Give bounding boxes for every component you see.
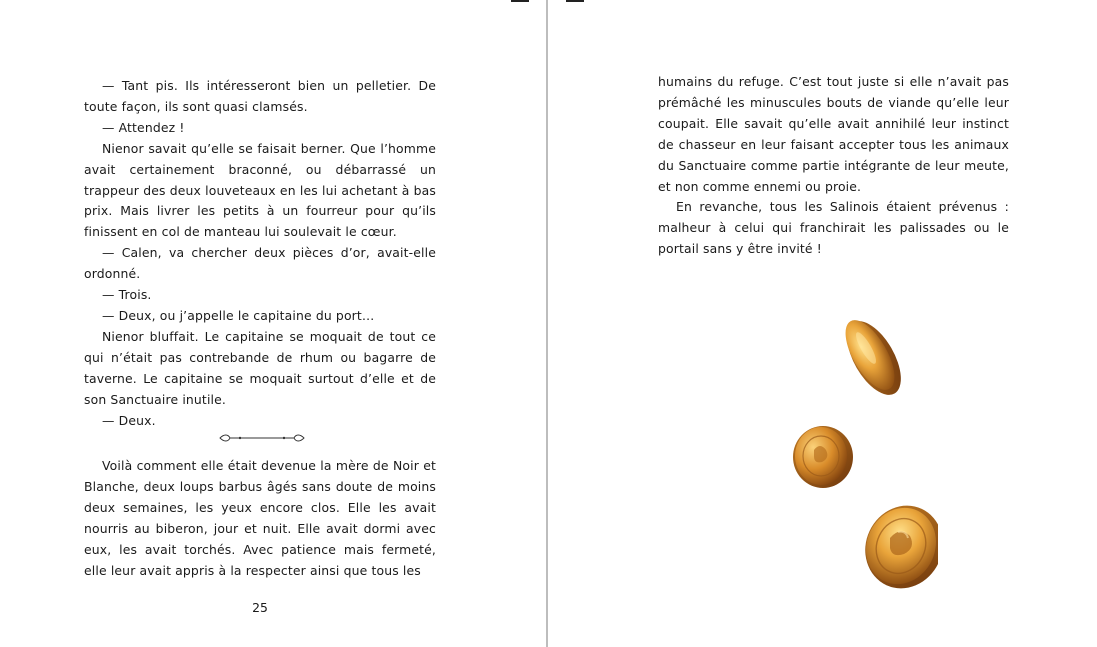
paragraph: Voilà comment elle était devenue la mère de Noir et Blanche, deux loups barbus âgés sans doute de moins deux semaines, les yeux encore clos. Elle les avait nourris au biberon, jour et nuit. Elle avait dormi avec eux, les avait torchés. Avec patience mais fermeté, elle leur avait appris à la respecter ainsi que tous les: [84, 458, 436, 578]
paragraph: — Trois.: [102, 287, 152, 303]
paragraph: — Calen, va chercher deux pièces d’or, avait-elle ordonné.: [84, 245, 436, 282]
paragraph: En revanche, tous les Salinois étaient prévenus : malheur à celui qui franchirait les palissades ou le portail sans y être invité !: [658, 199, 1009, 257]
paragraph: — Attendez !: [102, 119, 185, 135]
coin-bottom-icon: [852, 493, 938, 600]
paragraph: Nienor savait qu’elle se faisait berner. Que l’homme avait certainement braconné, ou débarrassé un trappeur des deux louveteaux en les lui achetant à bas prix. Mais livrer les petits à un fourreur pour qu’ils finissent en col de manteau lui soulevait le cœur.: [84, 140, 436, 240]
paragraph: — Tant pis. Ils intéresseront bien un pelletier. De toute façon, ils sont quasi clamsés.: [84, 78, 436, 114]
gold-coins-illustration: [738, 310, 938, 600]
page-number: 25: [252, 600, 268, 615]
paragraph: — Deux, ou j’appelle le capitaine du port…: [102, 307, 375, 323]
right-page[interactable]: [548, 0, 1097, 647]
right-page-text-block: [658, 72, 1009, 260]
paragraph: Nienor bluffait. Le capitaine se moquait de tout ce qui n’était pas contrebande de rhum ou bagarre de taverne. Le capitaine se moquait surtout d’elle et de son Sanctuaire inutile.: [84, 328, 436, 407]
paragraph: humains du refuge. C’est tout juste si elle n’avait pas prémâché les minuscules bouts de viande qu’elle leur coupait. Elle savait qu’elle avait annihilé leur instinct de chasseur en leur faisant accepter tous les animaux du Sanctuaire comme partie intégrante de leur meute, et non comme ennemi ou proie.: [658, 74, 1009, 194]
paragraph: — Deux.: [102, 412, 156, 428]
coin-top-icon: [836, 312, 912, 403]
left-page-text-block-after-break: [84, 456, 436, 581]
section-break-ornament-icon: [216, 431, 308, 445]
left-page-text-block: [84, 76, 436, 431]
coin-middle-icon: [793, 426, 853, 488]
left-page[interactable]: [0, 0, 546, 647]
